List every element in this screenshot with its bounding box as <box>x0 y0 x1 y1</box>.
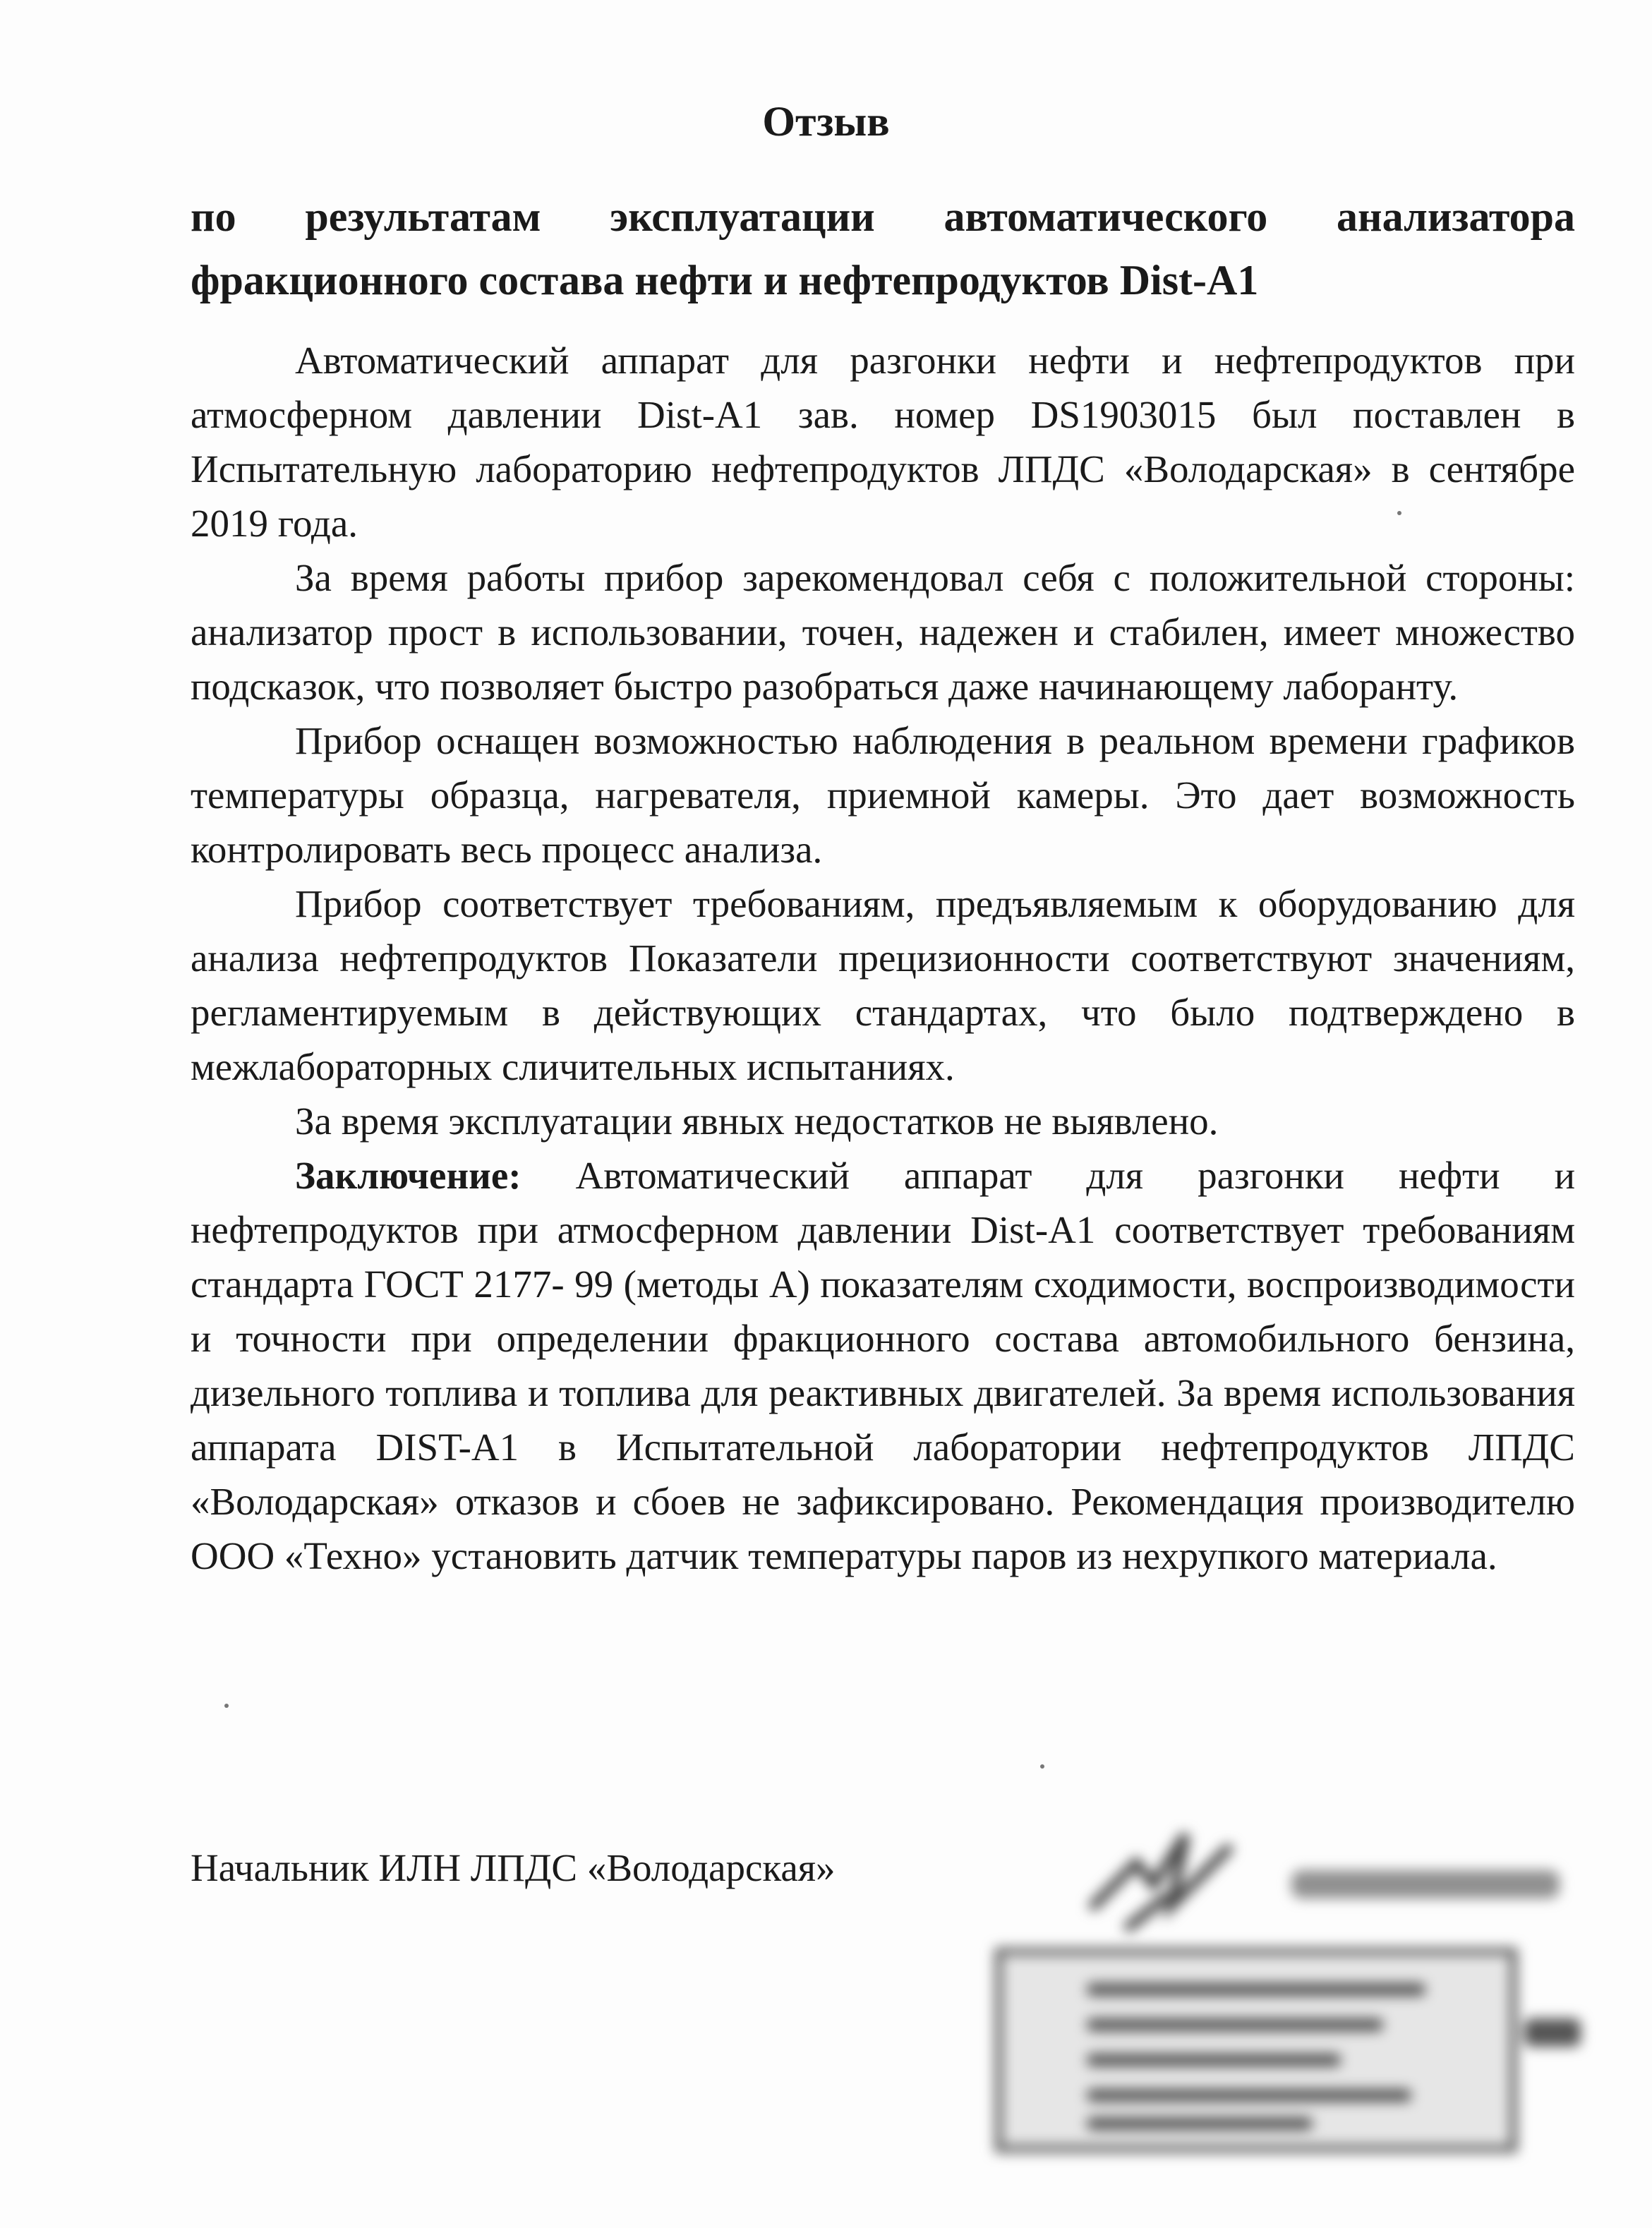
signatory-name-blurred <box>1291 1870 1560 1898</box>
document-subtitle: по результатам эксплуатации автоматического анализатора фракционного состава нефти и нефтепродуктов Dist-A1 <box>191 193 1575 303</box>
conclusion-label: Заключение: <box>295 1154 521 1197</box>
paragraph-conclusion <box>191 1148 1575 1583</box>
document-body <box>191 333 1575 1583</box>
signatory-position: Начальник ИЛН ЛПДС «Володарская» <box>191 1846 836 1889</box>
scan-speck <box>1397 511 1401 515</box>
signature-stamp-area <box>981 1807 1595 2145</box>
paragraph-delivery: Автоматический аппарат для разгонки нефти и нефтепродуктов при атмосферном давлении Dist-A1 зав. номер DS1903015 был поставлен в Испытательную лабораторию нефтепродуктов ЛПДС «Володарская» в сентябре 2019 года. <box>191 339 1575 545</box>
scan-speck <box>224 1704 229 1708</box>
stamp-mark <box>1524 2018 1581 2047</box>
paragraph-performance: За время работы прибор зарекомендовал себя с положительной стороны: анализатор прост в использовании, точен, надежен и стабилен, имеет множество подсказок, что позволяет быстро разобраться даже начинающему лаборанту. <box>191 556 1575 708</box>
paragraph-compliance: Прибор соответствует требованиям, предъявляемым к оборудованию для анализа нефтепродуктов Показатели прецизионности соответствуют значениям, регламентируемым в действующих стандартах, что было подтверждено в межлабораторных сличительных испытаниях. <box>191 882 1575 1088</box>
paragraph-monitoring: Прибор оснащен возможностью наблюдения в реальном времени графиков температуры образца, нагревателя, приемной камеры. Это дает возможность контролировать весь процесс анализа. <box>191 719 1575 871</box>
document-title: Отзыв <box>762 98 890 145</box>
scan-speck <box>1040 1764 1044 1769</box>
stamp-icon <box>995 1948 1517 2152</box>
signature-icon <box>1087 1821 1249 1962</box>
conclusion-text: Автоматический аппарат для разгонки нефти и нефтепродуктов при атмосферном давлении Dist-A1 соответствует требованиям стандарта ГОСТ 2177- 99 (методы А) показателям сходимости, воспроизводимости и точности при определении фракционного состава автомобильного бензина, дизельного топлива и топлива для реактивных двигателей. За время использования аппарата DIST-A1 в Испытательной лаборатории нефтепродуктов ЛПДС «Володарская» отказов и сбоев не зафиксировано. Рекомендация производителю ООО «Техно» установить датчик температуры паров из нехрупкого материала. <box>191 1154 1576 1577</box>
paragraph-no-defects: За время эксплуатации явных недостатков не выявлено. <box>295 1100 1219 1143</box>
